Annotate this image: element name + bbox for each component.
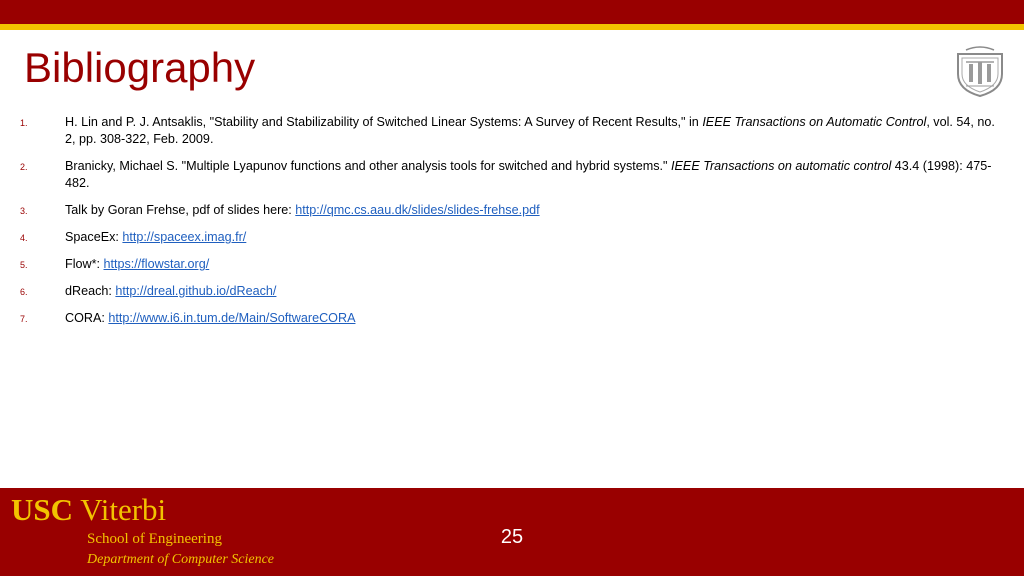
reference-number: 1. [20,118,28,128]
top-cardinal-band [0,0,1024,24]
frehse-slides-link[interactable]: http://qmc.cs.aau.dk/slides/slides-frehse.pdf [295,203,540,217]
reference-number: 6. [20,287,28,297]
reference-item [20,114,1000,148]
reference-text: H. Lin and P. J. Antsaklis, "Stability and Stabilizability of Switched Linear Systems: A Survey of Recent Results," in [65,115,703,129]
school-name: School of Engineering [87,531,222,547]
brand-viterbi: Viterbi [80,492,167,527]
reference-text: CORA: [65,311,109,325]
reference-number: 4. [20,233,28,243]
brand-usc: USC [11,492,74,527]
reference-item [20,283,1000,300]
reference-item [20,229,1000,246]
reference-number: 7. [20,314,28,324]
reference-item [20,256,1000,273]
reference-number: 3. [20,206,28,216]
reference-text: SpaceEx: [65,230,123,244]
reference-item [20,310,1000,327]
reference-item [20,202,1000,219]
reference-item [20,158,1000,192]
spaceex-link[interactable]: http://spaceex.imag.fr/ [122,230,247,244]
page-title: Bibliography [24,44,256,91]
reference-number: 2. [20,162,28,172]
reference-text: Branicky, Michael S. "Multiple Lyapunov functions and other analysis tools for switched and hybrid systems." [65,159,672,173]
dreach-link[interactable]: http://dreal.github.io/dReach/ [115,284,277,298]
usc-seal-icon [952,44,1008,98]
flowstar-link[interactable]: https://flowstar.org/ [103,257,210,271]
reference-journal: IEEE Transactions on Automatic Control [702,115,927,129]
reference-text: , vol. 54, no. 2, pp. 308-322, Feb. 2009. [65,115,995,146]
reference-text: Flow*: [65,257,104,271]
top-gold-stripe [0,24,1024,30]
reference-text: dReach: [65,284,116,298]
department-name: Department of Computer Science [87,552,275,567]
reference-journal: IEEE Transactions on automatic control [671,159,892,173]
reference-text: 43.4 (1998): 475-482. [65,159,992,190]
usc-viterbi-logo [11,492,166,528]
bibliography-list [20,114,1000,337]
page-number: 25 [500,526,524,548]
reference-number: 5. [20,260,28,270]
reference-text: Talk by Goran Frehse, pdf of slides here: [65,203,296,217]
cora-link[interactable]: http://www.i6.in.tum.de/Main/SoftwareCORA [108,311,356,325]
